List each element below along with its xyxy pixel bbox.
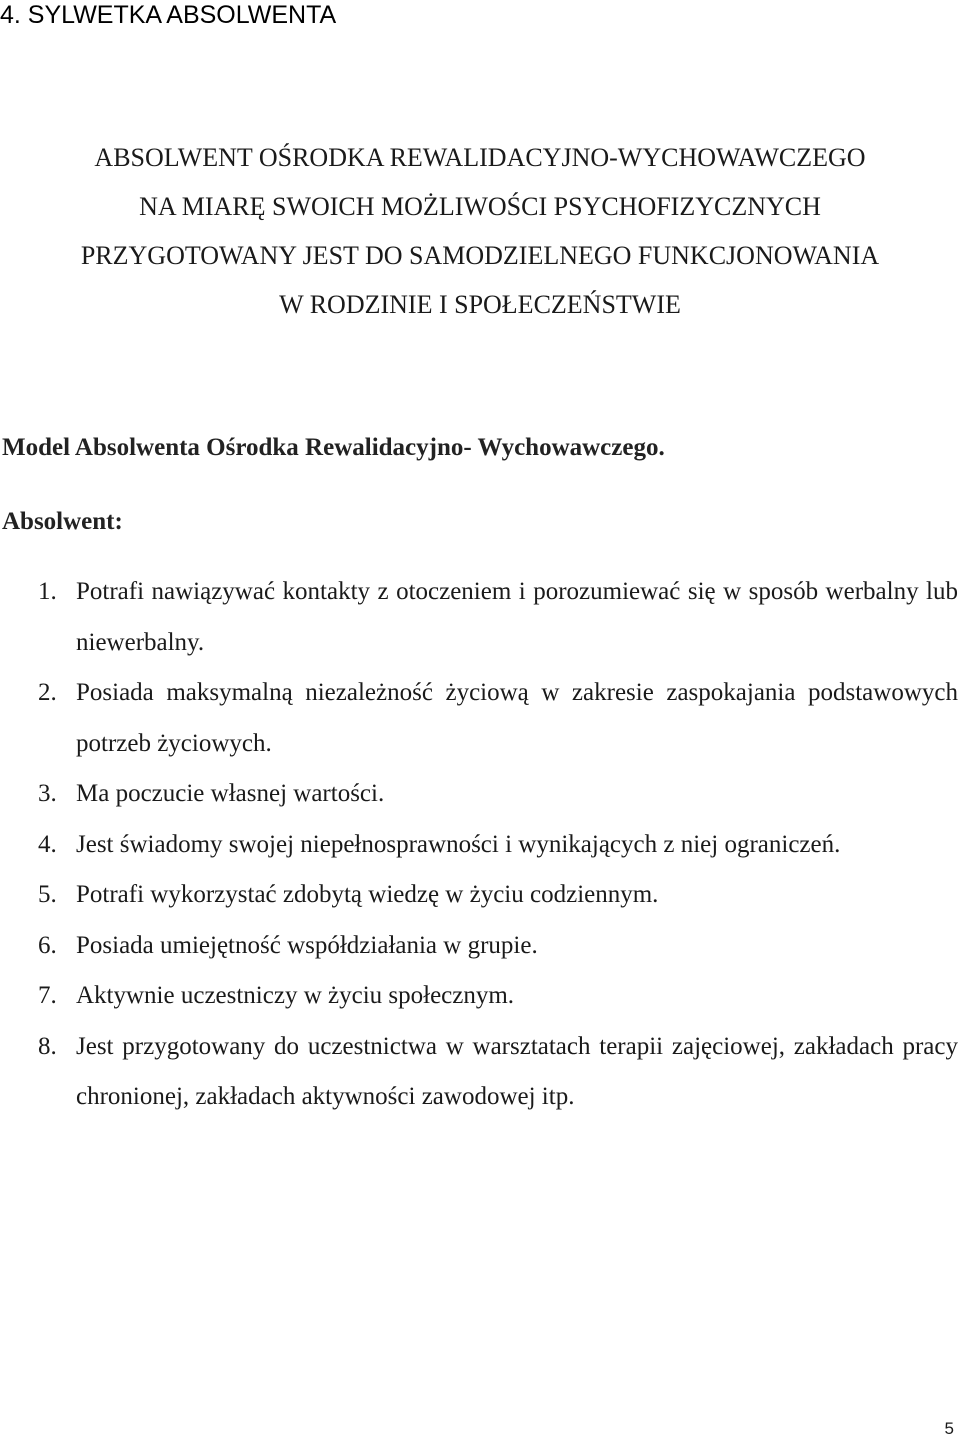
list-item — [38, 567, 958, 668]
list-item — [38, 921, 958, 972]
statement-line: W RODZINIE I SPOŁECZEŃSTWIE — [279, 290, 681, 319]
graduate-traits-list — [38, 567, 958, 1123]
list-item-number: 6. — [38, 931, 57, 959]
list-item-text: Posiada umiejętność współdziałania w grupie. — [76, 931, 538, 959]
list-item-number: 7. — [38, 982, 57, 1009]
page-number: 5 — [944, 1419, 954, 1438]
list-item — [38, 870, 958, 921]
list-item-number: 2. — [38, 679, 57, 706]
list-item-text: Posiada maksymalną niezależność życiową w zakresie zaspokajania podstawowych potrzeb życiowych. — [76, 679, 958, 757]
statement-line: PRZYGOTOWANY JEST DO SAMODZIELNEGO FUNKCJONOWANIA — [80, 241, 880, 270]
list-item-text: Jest świadomy swojej niepełnosprawności i wynikających z niej ograniczeń. — [76, 830, 841, 858]
absolwent-label: Absolwent: — [2, 508, 123, 535]
list-item-number: 5. — [38, 881, 57, 908]
list-item — [38, 1022, 958, 1123]
section-heading: 4. SYLWETKA ABSOLWENTA — [0, 1, 337, 29]
list-item — [38, 668, 958, 769]
list-item-number: 1. — [38, 578, 57, 605]
list-item-number: 4. — [38, 830, 57, 858]
model-title: Model Absolwenta Ośrodka Rewalidacyjno- Wychowawczego. — [2, 434, 665, 461]
statement-line: NA MIARĘ SWOICH MOŻLIWOŚCI PSYCHOFIZYCZNYCH — [139, 192, 821, 221]
list-item-text: Potrafi wykorzystać zdobytą wiedzę w życiu codziennym. — [76, 881, 659, 908]
list-item-text: Ma poczucie własnej wartości. — [76, 780, 385, 807]
list-item-text: Potrafi nawiązywać kontakty z otoczeniem i porozumiewać się w sposób werbalny lub niewerbalny. — [76, 578, 958, 656]
list-item — [38, 820, 958, 871]
list-item — [38, 769, 958, 820]
graduate-statement — [0, 133, 960, 329]
list-item-number: 8. — [38, 1032, 57, 1060]
list-item-text: Jest przygotowany do uczestnictwa w warsztatach terapii zajęciowej, zakładach pracy chronionej, zakładach aktywności zawodowej itp. — [76, 1032, 958, 1110]
statement-line: ABSOLWENT OŚRODKA REWALIDACYJNO-WYCHOWAWCZEGO — [94, 143, 866, 172]
list-item — [38, 971, 958, 1022]
list-item-number: 3. — [38, 780, 57, 807]
list-item-text: Aktywnie uczestniczy w życiu społecznym. — [76, 982, 515, 1009]
